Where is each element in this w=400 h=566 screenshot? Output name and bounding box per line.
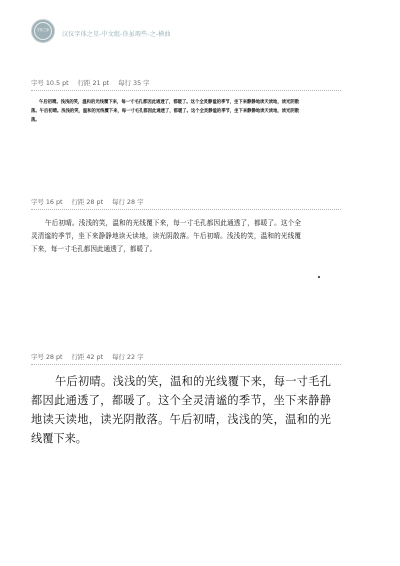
font-size-label: 字号 16 pt [31,198,63,206]
dotted-divider [31,209,341,210]
chars-per-line-label: 每行 22 字 [112,353,144,361]
sample-section-large [31,352,341,448]
chars-per-line-label: 每行 35 字 [118,79,150,87]
font-size-label: 字号 10.5 pt [31,79,69,87]
logo-ring [34,22,52,40]
leading-label: 行距 42 pt [71,353,104,361]
sample-paragraph: 午后初晴。浅浅的笑，温和的光线覆下来，每一寸毛孔都因此通透了，都暖了。这个全灵清谧的季节，坐下来静静地读天读地，读光阴散落。午后初晴。浅浅的笑，温和的光线覆下来，每一寸毛孔都因此通透了，都暖了。 [31,219,301,253]
document-title: 汉仪字体之星-中文组-你虽瑕些-之-横曲 [62,31,171,38]
sample-paragraph: 午后初晴。浅浅的笑，温和的光线覆下来，每一寸毛孔都因此通透了，都暖了。这个全灵清谧的季节，坐下来静静地读天读地，读光阴散落。午后初晴，浅浅的笑，温和的光线覆下来。 [31,375,331,445]
logo-text: 字体之家 [36,28,50,33]
spec-line [31,197,341,206]
leading-label: 行距 28 pt [71,198,104,206]
chars-per-line-label: 每行 28 字 [112,198,144,206]
sample-section-medium [31,197,341,256]
spec-line [31,352,341,361]
dotted-divider [31,90,341,91]
font-size-label: 字号 28 pt [31,353,63,361]
sample-paragraph: 午后初晴。浅浅的笑，温和的光线覆下来，每一寸毛孔都因此通透了，都暖了。这个全灵静谧的季节，坐下来静静地读天读地，读光阴散落。午后初晴。浅浅的笑，温和的光线覆下来，每一寸毛孔都因此通透了，都暖了。这个全灵静谧的季节，坐下来静静地读天读地，读光阴散落。 [31,100,299,123]
brand-logo [31,19,55,43]
leading-label: 行距 21 pt [77,79,110,87]
stray-mark [318,276,320,278]
sample-section-small [31,78,341,125]
spec-line [31,78,341,87]
dotted-divider [31,364,341,365]
